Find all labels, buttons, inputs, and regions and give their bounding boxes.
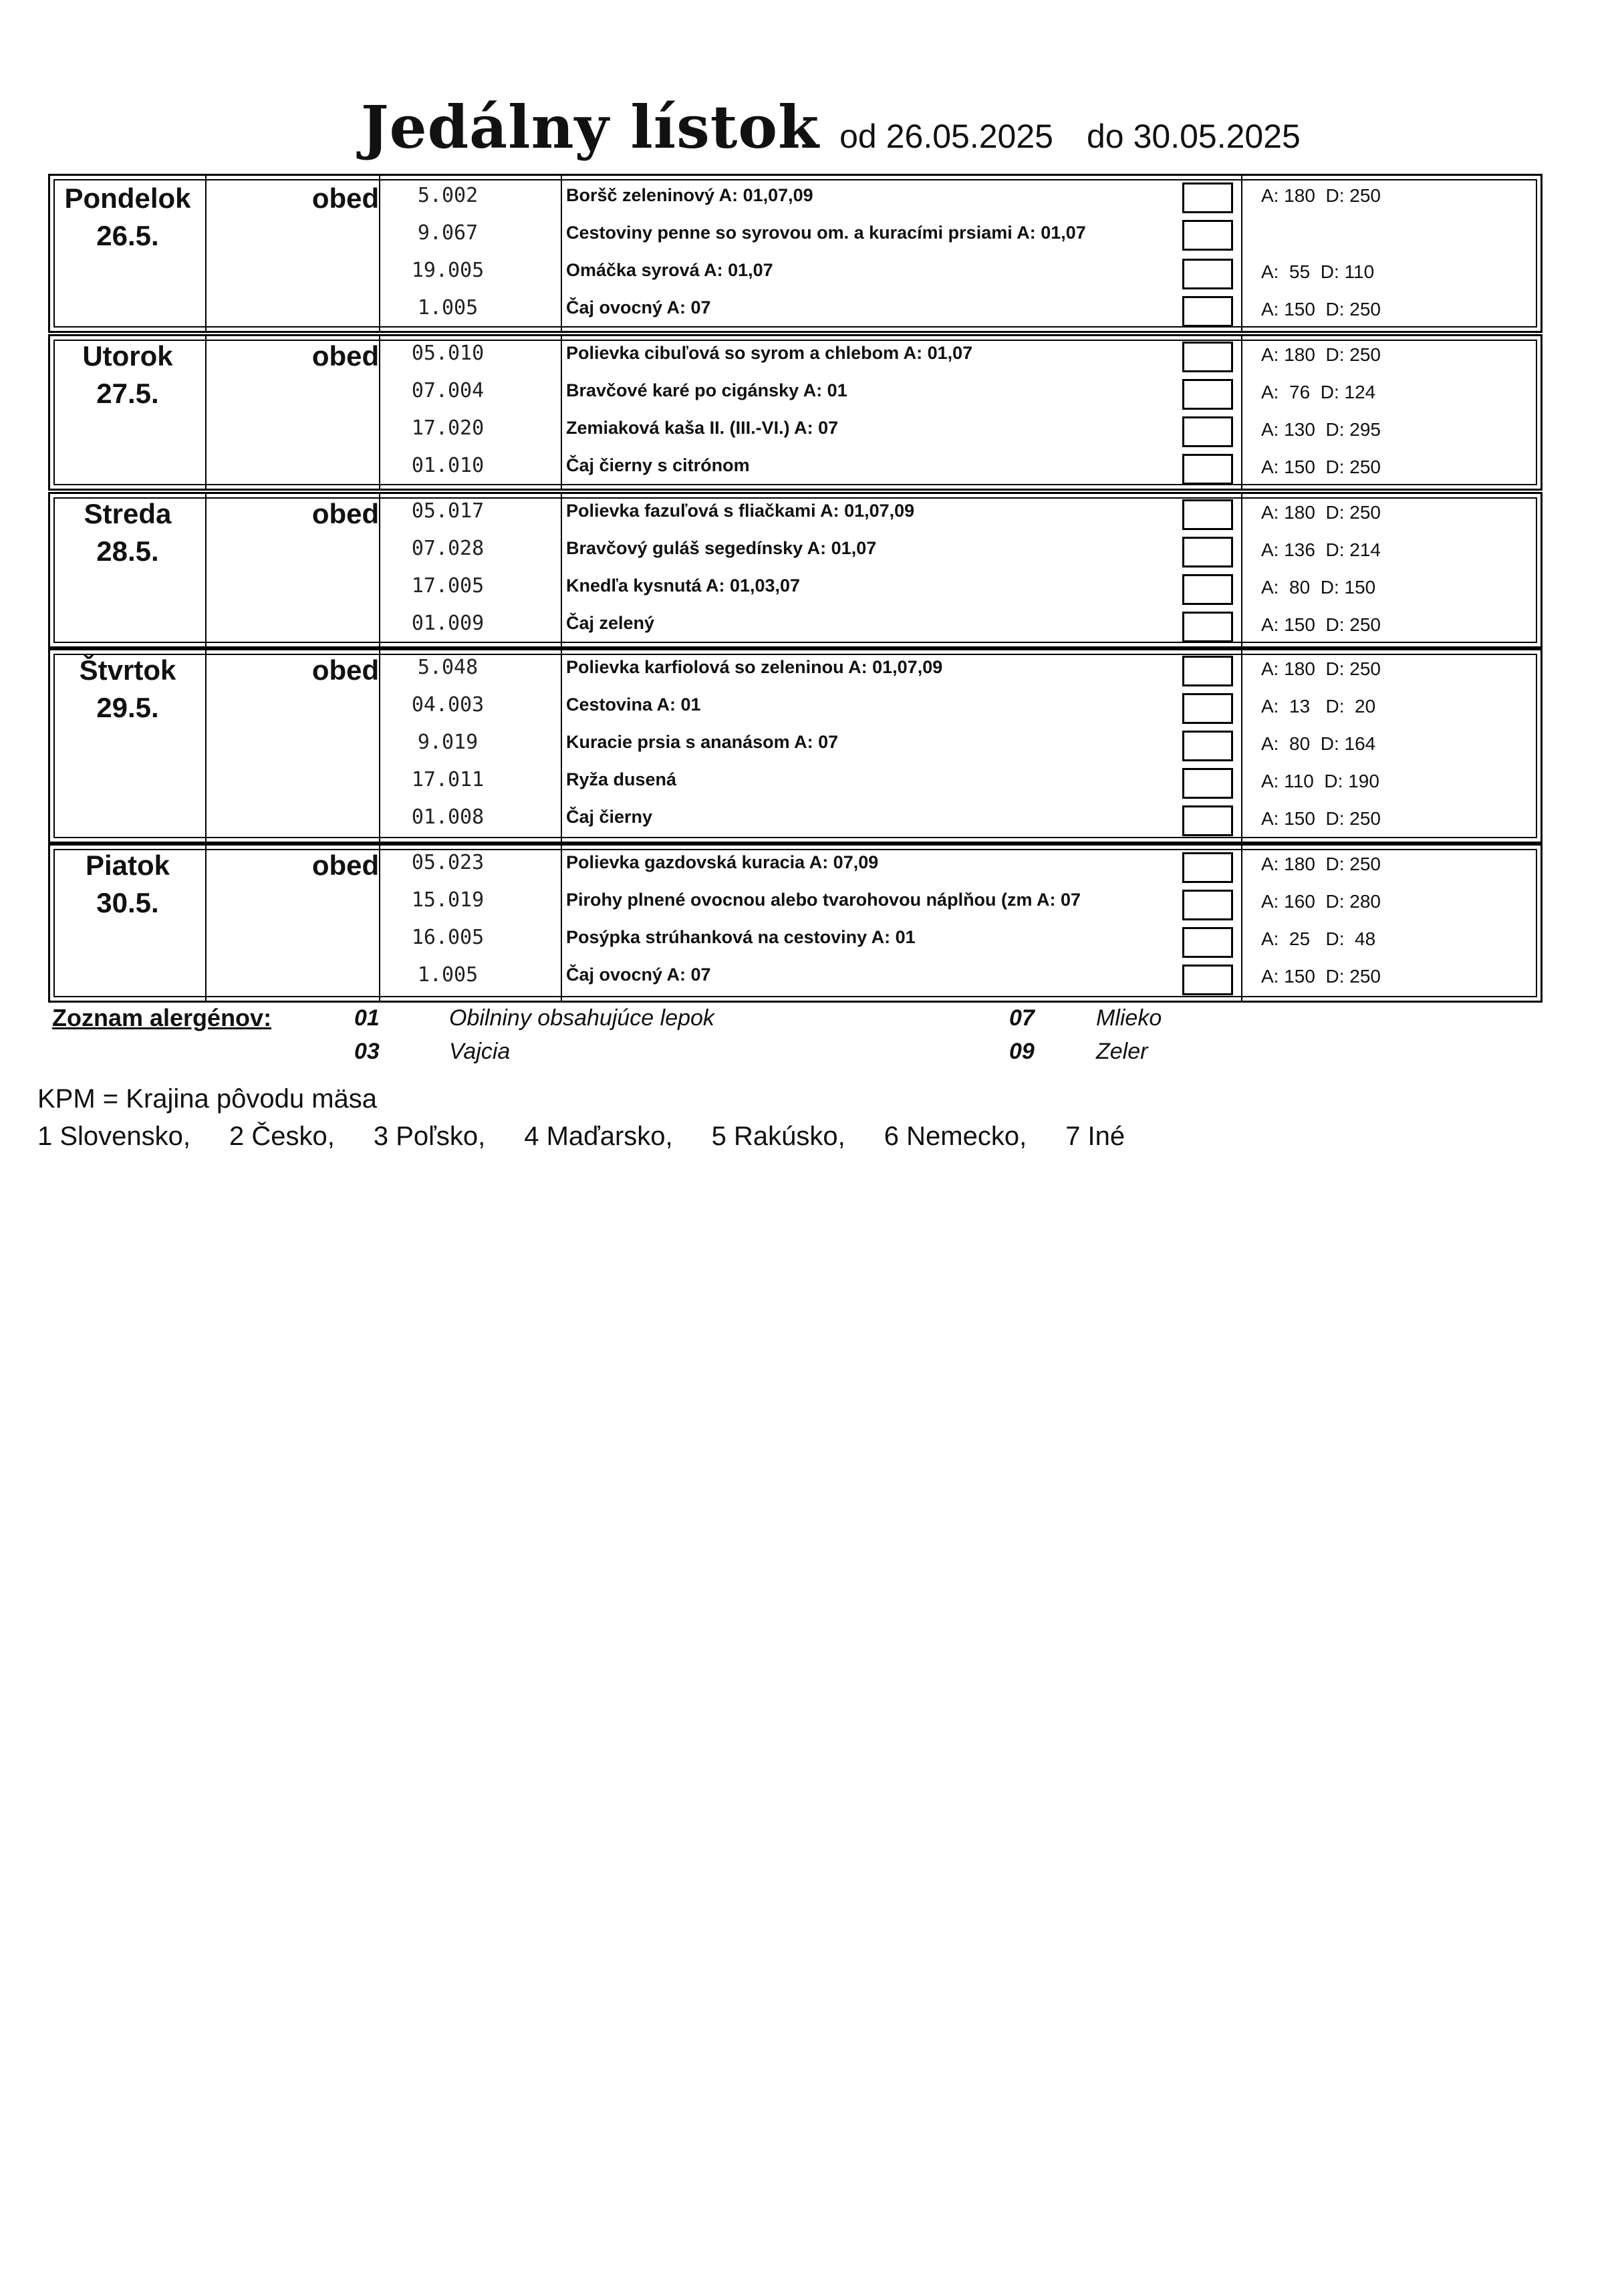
day-block-utorok	[48, 334, 1542, 491]
portion-weight: A: 136 D: 214	[1261, 539, 1381, 560]
order-checkbox[interactable]	[1182, 890, 1233, 920]
order-checkbox[interactable]	[1182, 454, 1233, 485]
portion-weight: A: 180 D: 250	[1261, 344, 1381, 365]
portion-weight: A: 80 D: 164	[1261, 733, 1376, 754]
dish-name: Bravčové karé po cigánsky A: 01	[566, 380, 847, 400]
to-label: do	[1086, 118, 1124, 155]
item-code: 5.002	[417, 184, 479, 207]
allergen-name: Vajcia	[449, 1039, 511, 1064]
meal-type: obed	[311, 498, 380, 529]
order-checkbox[interactable]	[1182, 379, 1233, 410]
order-checkbox[interactable]	[1182, 416, 1233, 447]
order-checkbox[interactable]	[1182, 656, 1233, 686]
portion-weight: A: 150 D: 250	[1261, 299, 1381, 320]
portion-weight: A: 55 D: 110	[1261, 261, 1375, 282]
dish-name: Pirohy plnené ovocnou alebo tvarohovou náplňou (zm A: 07	[566, 890, 1081, 910]
dish-name: Ryža dusená	[566, 769, 677, 789]
allergen-code: 01	[354, 1005, 380, 1031]
dish-name: Boršč zeleninový A: 01,07,09	[566, 185, 813, 205]
meal-type: obed	[311, 340, 380, 372]
item-code: 19.005	[411, 259, 485, 282]
day-name: Piatok	[85, 850, 170, 881]
allergen-name: Zeler	[1096, 1039, 1148, 1064]
order-checkbox[interactable]	[1182, 693, 1233, 724]
day-date: 26.5.	[96, 220, 159, 251]
day-date: 27.5.	[96, 378, 159, 409]
dish-name: Cestovina A: 01	[566, 694, 701, 715]
item-code: 05.023	[411, 851, 485, 874]
portion-weight: A: 160 D: 280	[1261, 891, 1381, 912]
dish-name: Čaj čierny s citrónom	[566, 455, 750, 475]
item-code: 04.003	[411, 693, 485, 717]
portion-weight: A: 180 D: 250	[1261, 854, 1381, 874]
day-name: Utorok	[82, 340, 173, 372]
kpm-country: 5 Rakúsko,	[711, 1122, 845, 1151]
order-checkbox[interactable]	[1182, 612, 1233, 642]
menu-heading: Jedálny lístok	[361, 92, 820, 162]
portion-weight: A: 130 D: 295	[1261, 419, 1381, 440]
allergen-name: Obilniny obsahujúce lepok	[449, 1005, 714, 1031]
item-code: 17.005	[411, 574, 485, 598]
from-label: od	[839, 118, 877, 155]
order-checkbox[interactable]	[1182, 499, 1233, 530]
portion-weight: A: 150 D: 250	[1261, 966, 1381, 987]
item-code: 17.020	[411, 416, 485, 440]
from-date: 26.05.2025	[886, 118, 1053, 155]
day-date: 29.5.	[96, 692, 159, 723]
dish-name: Zemiaková kaša II. (III.-VI.) A: 07	[566, 418, 839, 438]
kpm-country: 4 Maďarsko,	[524, 1122, 673, 1151]
item-code: 15.019	[411, 888, 485, 912]
item-code: 1.005	[417, 296, 479, 320]
day-block-streda	[48, 492, 1542, 648]
order-checkbox[interactable]	[1182, 731, 1233, 761]
dish-name: Polievka gazdovská kuracia A: 07,09	[566, 852, 879, 872]
day-date: 30.5.	[96, 887, 159, 918]
allergens-heading: Zoznam alergénov:	[52, 1004, 272, 1031]
allergen-code: 07	[1009, 1005, 1035, 1031]
meal-type: obed	[311, 654, 380, 686]
order-checkbox[interactable]	[1182, 259, 1233, 289]
portion-weight: A: 13 D: 20	[1261, 696, 1376, 717]
order-checkbox[interactable]	[1182, 965, 1233, 995]
allergen-code: 03	[354, 1039, 380, 1064]
dish-name: Polievka cibuľová so syrom a chlebom A: 01,07	[566, 343, 973, 363]
dish-name: Čaj zelený	[566, 613, 655, 633]
dish-name: Čaj čierny	[566, 807, 653, 827]
kpm-country: 3 Poľsko,	[373, 1122, 486, 1151]
order-checkbox[interactable]	[1182, 574, 1233, 605]
item-code: 07.004	[411, 379, 485, 402]
to-date: 30.05.2025	[1133, 118, 1301, 155]
order-checkbox[interactable]	[1182, 182, 1233, 213]
portion-weight: A: 150 D: 250	[1261, 457, 1381, 477]
kpm-country: 6 Nemecko,	[884, 1122, 1027, 1151]
portion-weight: A: 150 D: 250	[1261, 808, 1381, 829]
portion-weight: A: 150 D: 250	[1261, 614, 1381, 635]
dish-name: Polievka karfiolová so zeleninou A: 01,07,09	[566, 657, 943, 677]
day-block-stvrtok	[48, 648, 1542, 844]
dish-name: Bravčový guláš segedínsky A: 01,07	[566, 538, 877, 558]
item-code: 16.005	[411, 926, 485, 949]
kpm-definition: KPM = Krajina pôvodu mäsa	[37, 1084, 378, 1114]
order-checkbox[interactable]	[1182, 220, 1233, 251]
item-code: 9.067	[417, 221, 479, 245]
kpm-country: 1 Slovensko,	[37, 1122, 191, 1151]
item-code: 9.019	[417, 731, 479, 754]
item-code: 05.017	[411, 499, 485, 523]
item-code: 01.008	[411, 805, 485, 829]
item-code: 07.028	[411, 537, 485, 560]
item-code: 5.048	[417, 656, 479, 679]
day-name: Štvrtok	[79, 654, 176, 686]
order-checkbox[interactable]	[1182, 927, 1233, 958]
kpm-country: 7 Iné	[1065, 1122, 1125, 1151]
portion-weight: A: 76 D: 124	[1261, 382, 1376, 402]
dish-name: Omáčka syrová A: 01,07	[566, 260, 773, 280]
order-checkbox[interactable]	[1182, 805, 1233, 836]
dish-name: Čaj ovocný A: 07	[566, 965, 711, 985]
item-code: 05.010	[411, 342, 485, 365]
order-checkbox[interactable]	[1182, 852, 1233, 883]
portion-weight: A: 180 D: 250	[1261, 185, 1381, 206]
dish-name: Kuracie prsia s ananásom A: 07	[566, 732, 839, 752]
dish-name: Čaj ovocný A: 07	[566, 297, 711, 317]
dish-name: Posýpka strúhanková na cestoviny A: 01	[566, 927, 916, 947]
item-code: 1.005	[417, 963, 479, 987]
day-block-piatok	[48, 844, 1542, 1003]
day-block-pondelok	[48, 174, 1542, 333]
order-checkbox[interactable]	[1182, 296, 1233, 327]
order-checkbox[interactable]	[1182, 537, 1233, 567]
allergen-code: 09	[1009, 1039, 1035, 1064]
meal-type: obed	[311, 182, 380, 214]
item-code: 01.010	[411, 454, 485, 477]
day-date: 28.5.	[96, 535, 159, 567]
order-checkbox[interactable]	[1182, 342, 1233, 372]
dish-name: Knedľa kysnutá A: 01,03,07	[566, 576, 801, 596]
day-name: Streda	[84, 498, 172, 529]
portion-weight: A: 180 D: 250	[1261, 502, 1381, 523]
allergen-name: Mlieko	[1096, 1005, 1162, 1031]
kpm-countries	[37, 1122, 1164, 1152]
portion-weight: A: 110 D: 190	[1261, 771, 1379, 791]
portion-weight: A: 180 D: 250	[1261, 658, 1381, 679]
portion-weight: A: 80 D: 150	[1261, 577, 1376, 598]
dish-name: Cestoviny penne so syrovou om. a kuracími prsiami A: 01,07	[566, 223, 1086, 243]
kpm-country: 2 Česko,	[229, 1122, 335, 1151]
order-checkbox[interactable]	[1182, 768, 1233, 799]
portion-weight: A: 25 D: 48	[1261, 928, 1376, 949]
meal-type: obed	[311, 850, 380, 881]
menu-title	[361, 92, 1301, 162]
item-code: 17.011	[411, 768, 485, 791]
day-name: Pondelok	[64, 182, 191, 214]
dish-name: Polievka fazuľová s fliačkami A: 01,07,09	[566, 501, 915, 521]
item-code: 01.009	[411, 612, 485, 635]
